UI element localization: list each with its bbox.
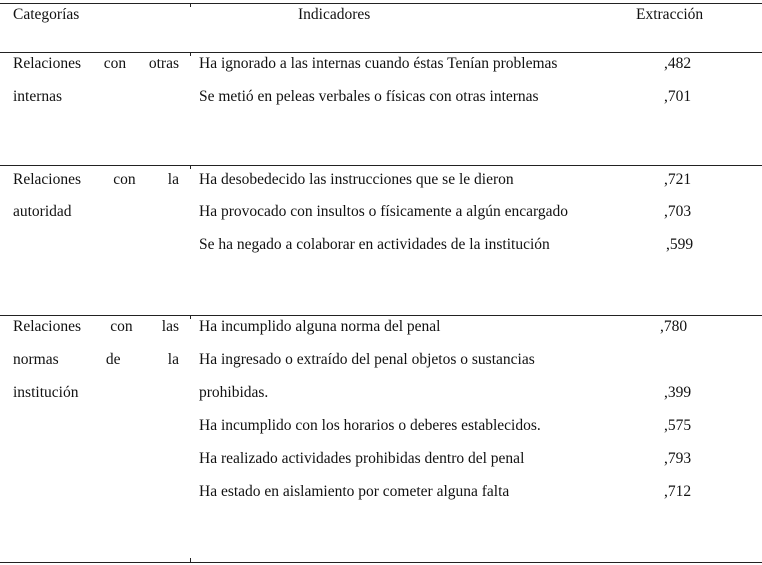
header-categorias: Categorías bbox=[13, 6, 80, 23]
indicator-text: Ha provocado con insultos o físicamente a algún encargado bbox=[199, 203, 569, 220]
extraction-value: ,793 bbox=[664, 450, 692, 467]
indicator-text: Ha estado en aislamiento por cometer alguna falta bbox=[199, 483, 510, 500]
indicator-text: Ha incumplido alguna norma del penal bbox=[199, 318, 441, 335]
category-line: Relaciones con la bbox=[13, 171, 179, 188]
indicator-text: Se metió en peleas verbales o físicas con otras internas bbox=[199, 88, 539, 105]
column-divider-tick bbox=[190, 52, 191, 56]
table-top-rule bbox=[0, 3, 762, 4]
extraction-value: ,575 bbox=[664, 417, 692, 434]
category-line: institución bbox=[13, 384, 79, 401]
extraction-value: ,399 bbox=[664, 384, 692, 401]
indicator-text: prohibidas. bbox=[199, 384, 269, 401]
column-divider-tick bbox=[190, 3, 191, 7]
column-divider-tick bbox=[190, 558, 191, 562]
extraction-value: ,599 bbox=[666, 236, 694, 253]
header-rule bbox=[0, 52, 762, 53]
extraction-value: ,780 bbox=[660, 318, 688, 335]
extraction-value: ,712 bbox=[664, 483, 692, 500]
indicator-text: Se ha negado a colaborar en actividades de la institución bbox=[199, 236, 550, 253]
indicator-text: Ha desobedecido las instrucciones que se le dieron bbox=[199, 171, 514, 188]
column-divider-tick bbox=[190, 165, 191, 169]
group-rule bbox=[0, 165, 762, 166]
column-divider-tick bbox=[190, 315, 191, 319]
extraction-value: ,701 bbox=[664, 88, 692, 105]
header-extraccion: Extracción bbox=[636, 6, 704, 23]
extraction-value: ,721 bbox=[664, 171, 692, 188]
category-line: Relaciones con las bbox=[13, 318, 179, 335]
extraction-value: ,703 bbox=[664, 203, 692, 220]
indicator-text: Ha incumplido con los horarios o deberes establecidos. bbox=[199, 417, 541, 434]
indicator-text: Ha ingresado o extraído del penal objetos o sustancias bbox=[199, 351, 535, 368]
indicator-text: Ha ignorado a las internas cuando éstas Tenían problemas bbox=[199, 55, 558, 72]
indicator-text: Ha realizado actividades prohibidas dentro del penal bbox=[199, 450, 525, 467]
header-indicadores: Indicadores bbox=[298, 6, 371, 23]
category-line: internas bbox=[13, 88, 63, 105]
category-line: normas de la bbox=[13, 351, 179, 368]
table-bottom-rule bbox=[0, 562, 762, 563]
group-rule bbox=[0, 315, 762, 316]
category-line: autoridad bbox=[13, 203, 72, 220]
category-line: Relaciones con otras bbox=[13, 55, 179, 72]
extraction-value: ,482 bbox=[664, 55, 692, 72]
